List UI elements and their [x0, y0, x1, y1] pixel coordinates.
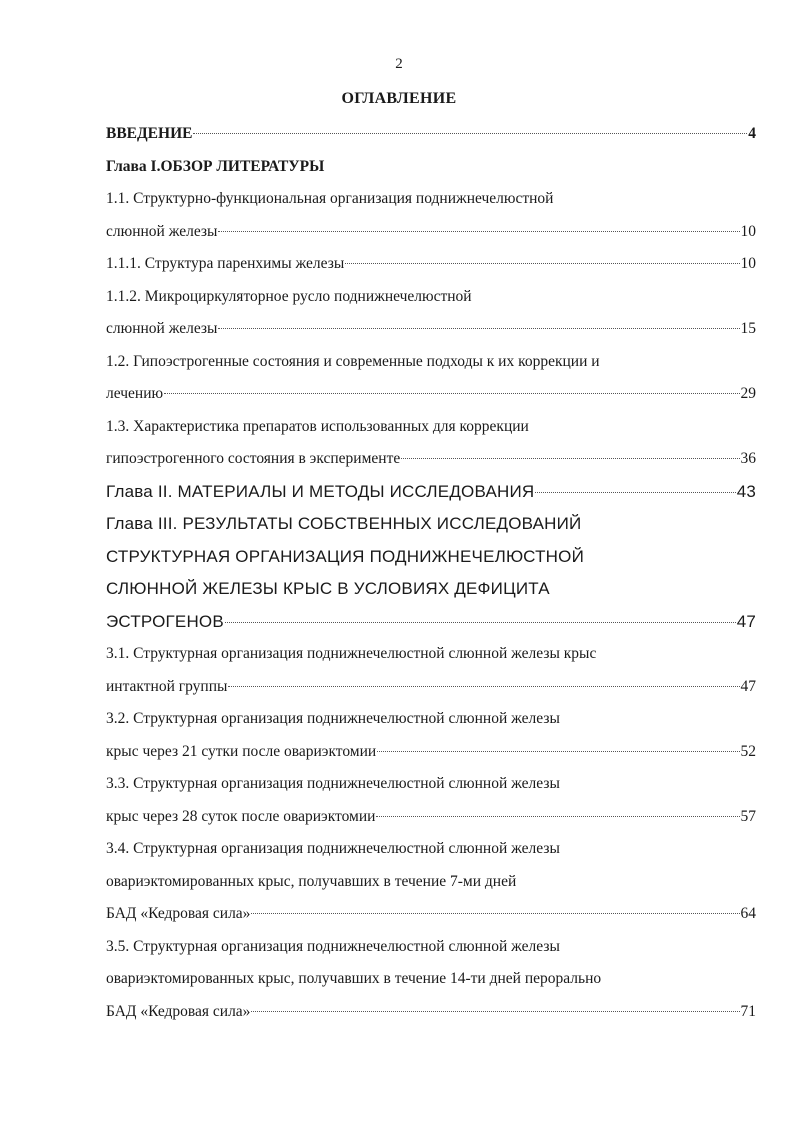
- toc-entry-3-1-line: 3.1. Структурная организация поднижнечелюстной слюнной железы крыс: [106, 645, 597, 662]
- toc-entry-1-1-line: 1.1. Структурно-функциональная организация поднижнечелюстной: [106, 190, 554, 207]
- toc-entry-introduction[interactable]: [106, 118, 756, 151]
- dot-leader: [535, 492, 735, 493]
- toc-entry-label: крыс через 21 сутки после овариэктомии: [106, 742, 377, 760]
- table-of-contents: [106, 118, 756, 1028]
- toc-entry-label: гипоэстрогенного состояния в эксперименте: [106, 450, 401, 467]
- toc-entry-label: интактной группы: [106, 677, 228, 695]
- dot-leader: [401, 458, 739, 459]
- dot-leader: [345, 263, 739, 264]
- toc-entry-label: 1.1.1. Структура паренхимы железы: [106, 255, 345, 272]
- toc-entry-1-2-line: 1.2. Гипоэстрогенные состояния и современные подходы к их коррекции и: [106, 352, 600, 370]
- toc-entry-page: 71: [740, 1002, 756, 1020]
- toc-entry-page: 52: [740, 742, 756, 760]
- toc-entry-page: 29: [740, 385, 756, 402]
- toc-entry-page: 57: [740, 807, 756, 825]
- toc-chapter-1-title: Глава I.ОБЗОР ЛИТЕРАТУРЫ: [106, 157, 325, 175]
- dot-leader: [164, 393, 739, 394]
- toc-entry-page: 47: [736, 611, 756, 631]
- toc-entry-3-3[interactable]: [106, 801, 756, 834]
- toc-entry-1-1-2-line: 1.1.2. Микроциркуляторное русло поднижнечелюстной: [106, 287, 472, 305]
- toc-entry-label: слюнной железы: [106, 320, 218, 337]
- toc-title: ОГЛАВЛЕНИЕ: [341, 90, 457, 107]
- toc-entry-chapter-2[interactable]: [106, 476, 756, 509]
- toc-entry-1-1[interactable]: [106, 216, 756, 249]
- toc-entry-1-1-1[interactable]: [106, 248, 756, 281]
- toc-entry-3-1[interactable]: [106, 671, 756, 704]
- dot-leader: [218, 328, 739, 329]
- toc-entry-chapter-3[interactable]: [106, 606, 756, 639]
- dot-leader: [225, 622, 736, 623]
- toc-entry-label: Глава II. МАТЕРИАЛЫ И МЕТОДЫ ИССЛЕДОВАНИЯ: [106, 481, 535, 501]
- toc-entry-label: ВВЕДЕНИЕ: [106, 125, 193, 142]
- dot-leader: [193, 133, 747, 134]
- toc-chapter-3-line-1: Глава III. РЕЗУЛЬТАТЫ СОБСТВЕННЫХ ИССЛЕДОВАНИЙ: [106, 514, 582, 533]
- dot-leader: [251, 913, 739, 914]
- toc-entry-3-5-line-1: 3.5. Структурная организация поднижнечелюстной слюнной железы: [106, 937, 560, 955]
- toc-entry-page: 64: [740, 905, 756, 922]
- toc-entry-page: 43: [736, 481, 756, 501]
- dot-leader: [228, 686, 739, 687]
- toc-entry-3-4-line-2: овариэктомированных крыс, получавших в течение 7-ми дней: [106, 872, 517, 890]
- toc-entry-1-3[interactable]: [106, 443, 756, 476]
- toc-entry-page: 47: [740, 677, 756, 695]
- dot-leader: [251, 1011, 739, 1012]
- toc-entry-3-2-line: 3.2. Структурная организация поднижнечелюстной слюнной железы: [106, 710, 560, 727]
- toc-entry-page: 4: [748, 125, 756, 142]
- toc-entry-label: слюнной железы: [106, 222, 218, 240]
- toc-entry-3-5[interactable]: [106, 996, 756, 1029]
- toc-entry-3-3-line: 3.3. Структурная организация поднижнечелюстной слюнной железы: [106, 775, 560, 792]
- toc-chapter-3-line-3: СЛЮННОЙ ЖЕЛЕЗЫ КРЫС В УСЛОВИЯХ ДЕФИЦИТА: [106, 579, 550, 598]
- toc-entry-page: 36: [740, 450, 756, 467]
- toc-entry-1-3-line: 1.3. Характеристика препаратов использованных для коррекции: [106, 417, 529, 435]
- toc-entry-label: БАД «Кедровая сила»: [106, 905, 251, 922]
- toc-entry-3-4[interactable]: [106, 898, 756, 931]
- toc-entry-label: лечению: [106, 385, 164, 402]
- toc-entry-page: 10: [740, 222, 756, 240]
- toc-chapter-3-line-2: СТРУКТУРНАЯ ОРГАНИЗАЦИЯ ПОДНИЖНЕЧЕЛЮСТНОЙ: [106, 546, 584, 566]
- dot-leader: [376, 816, 739, 817]
- toc-entry-label: БАД «Кедровая сила»: [106, 1002, 251, 1020]
- toc-entry-label: ЭСТРОГЕНОВ: [106, 611, 224, 631]
- toc-entry-3-2[interactable]: [106, 736, 756, 769]
- toc-entry-page: 10: [740, 255, 756, 272]
- toc-entry-3-5-line-2: овариэктомированных крыс, получавших в течение 14-ти дней перорально: [106, 970, 602, 987]
- toc-entry-3-4-line-1: 3.4. Структурная организация поднижнечелюстной слюнной железы: [106, 840, 560, 857]
- dot-leader: [377, 751, 739, 752]
- toc-entry-1-2[interactable]: [106, 378, 756, 411]
- dot-leader: [218, 231, 739, 232]
- toc-entry-1-1-2[interactable]: [106, 313, 756, 346]
- page-number: 2: [395, 56, 403, 72]
- toc-entry-page: 15: [740, 320, 756, 337]
- toc-entry-label: крыс через 28 суток после овариэктомии: [106, 807, 376, 825]
